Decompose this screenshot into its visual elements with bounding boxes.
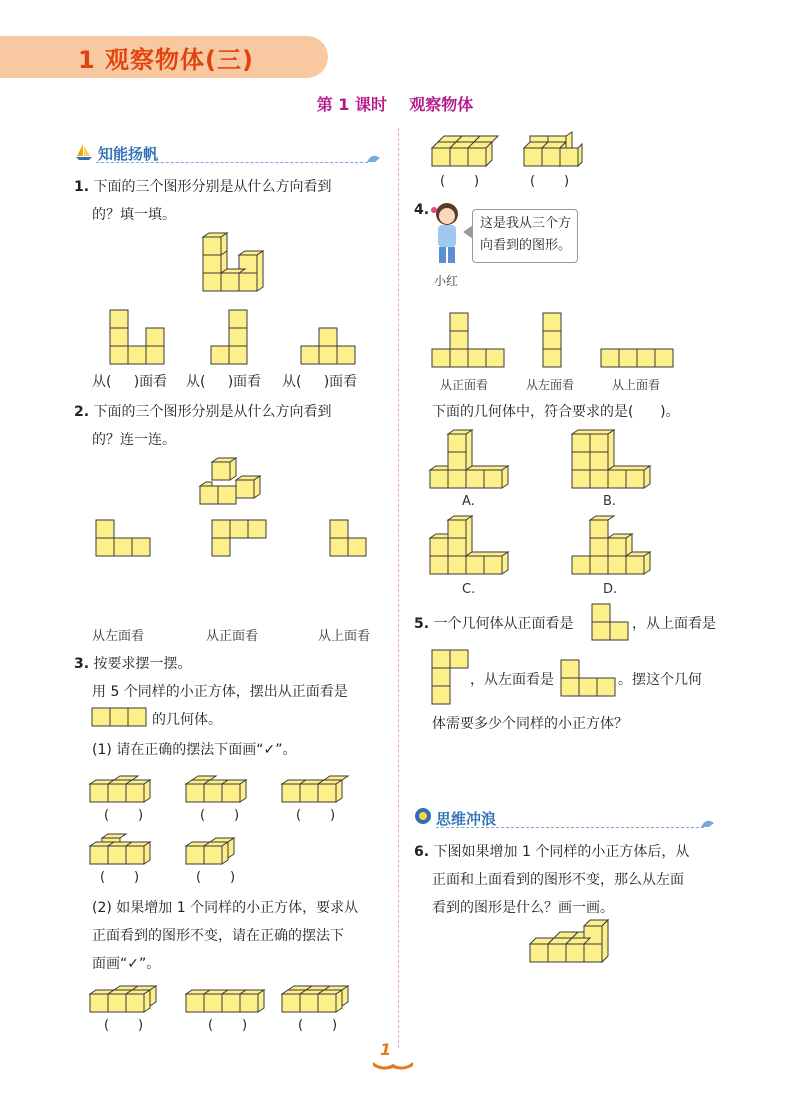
q3-part2-line2: 正面看到的图形不变，请在正确的摆法下 [92, 928, 344, 944]
q1-view-middle [211, 310, 251, 364]
q5-text-part1: 5. 一个几何体从正面看是 [414, 616, 574, 632]
q5-left-view [561, 660, 617, 698]
section-divider [96, 162, 368, 163]
q5-front-view [592, 604, 632, 644]
q4-option-d-figure[interactable] [572, 516, 656, 578]
q1-view-right [301, 328, 357, 364]
q1-line2: 的？填一填。 [92, 207, 176, 223]
q2-line2: 的？连一连。 [92, 432, 176, 448]
q3-line2: 用 5 个同样的小正方体，摆出从正面看是 [92, 684, 348, 700]
q2-label-left[interactable]: 从左面看 [92, 629, 145, 644]
q2-view-b [212, 520, 268, 558]
book-icon [372, 1058, 414, 1070]
q3-option-continued-1 [432, 136, 504, 172]
q3-option-1 [90, 772, 156, 806]
q3-line1: 3. 按要求摆一摆。 [74, 656, 192, 672]
q4-front-view [432, 313, 506, 369]
q3-line3: 的几何体。 [152, 712, 222, 728]
page-number: 1 [380, 1040, 392, 1059]
q3-answer-4[interactable]: ( ) [100, 870, 140, 885]
q3-part2-line3: 面画“✓”。 [92, 956, 161, 972]
q3-part1: (1) 请在正确的摆法下面画“✓”。 [92, 742, 297, 758]
sailboat-icon [74, 142, 94, 162]
q2-label-front[interactable]: 从正面看 [206, 629, 259, 644]
q6-line1: 6. 下图如果增加 1 个同样的小正方体后，从 [414, 844, 690, 860]
section-title-thinking: 思维冲浪 [436, 810, 497, 828]
q3-option-7 [186, 982, 276, 1016]
q5-text-part2: ，从上面看是 [632, 616, 716, 632]
wave-icon-2 [700, 815, 716, 829]
q1-view-left [110, 310, 166, 364]
q4-question[interactable]: 下面的几何体中，符合要求的是( )。 [432, 404, 680, 420]
section-divider-2 [436, 827, 704, 828]
q3-answer-8[interactable]: ( ) [298, 1018, 338, 1033]
q4-option-b-figure[interactable] [572, 430, 656, 492]
q5-text-part4: 。摆这个几何 [618, 672, 702, 688]
q2-line1: 2. 下面的三个图形分别是从什么方向看到 [74, 404, 332, 420]
q4-view-label-top: 从上面看 [612, 378, 661, 392]
q4-option-d-label[interactable]: D. [603, 582, 618, 597]
q4-option-b-label[interactable]: B. [603, 494, 617, 509]
q3-answer-continued-1[interactable]: ( ) [440, 174, 480, 189]
q3-option-2 [186, 772, 252, 806]
q6-solid-figure [530, 920, 620, 966]
q3-option-4 [90, 834, 156, 868]
brain-icon [414, 807, 432, 825]
q3-option-continued-2 [524, 136, 584, 172]
q5-top-view [432, 650, 470, 706]
q4-option-c-label[interactable]: C. [462, 582, 476, 597]
q1-solid-figure [203, 233, 267, 295]
q4-number: 4. [414, 202, 430, 218]
q3-option-6 [90, 982, 170, 1016]
q3-option-3 [282, 772, 348, 806]
q3-answer-3[interactable]: ( ) [296, 808, 336, 823]
q6-line2: 正面和上面看到的图形不变，那么从左面 [432, 872, 684, 888]
section-title-knowledge: 知能扬帆 [98, 145, 159, 163]
q5-text-part5: 体需要多少个同样的小正方体？ [432, 716, 628, 732]
q1-answer-2[interactable]: 从( )面看 [186, 374, 262, 390]
speech-line2: 向看到的图形。 [480, 238, 572, 253]
q4-view-label-left: 从左面看 [526, 378, 575, 392]
q3-answer-continued-2[interactable]: ( ) [530, 174, 570, 189]
q4-option-c-figure[interactable] [430, 516, 514, 578]
q5-text-part3: ，从左面看是 [470, 672, 554, 688]
q3-part2-line1: (2) 如果增加 1 个同样的小正方体，要求从 [92, 900, 359, 916]
q3-front-view [92, 708, 148, 728]
q2-view-a [96, 520, 152, 558]
q4-option-a-label[interactable]: A. [462, 494, 475, 509]
speech-line1: 这是我从三个方 [480, 216, 572, 231]
q1-answer-1[interactable]: 从( )面看 [92, 374, 168, 390]
q3-answer-1[interactable]: ( ) [104, 808, 144, 823]
q4-top-view [601, 349, 675, 369]
q2-solid-figure [200, 456, 272, 508]
q3-answer-6[interactable]: ( ) [104, 1018, 144, 1033]
q2-view-c [330, 520, 368, 558]
q6-line3: 看到的图形是什么？画一画。 [432, 900, 614, 916]
q3-option-8 [282, 982, 362, 1016]
q1-answer-3[interactable]: 从( )面看 [282, 374, 358, 390]
q4-view-label-front: 从正面看 [440, 378, 489, 392]
q3-answer-2[interactable]: ( ) [200, 808, 240, 823]
column-divider [398, 128, 399, 1048]
q1-line1: 1. 下面的三个图形分别是从什么方向看到 [74, 179, 332, 195]
q3-answer-7[interactable]: ( ) [208, 1018, 248, 1033]
girl-character-illustration [428, 200, 466, 270]
q4-left-view [543, 313, 563, 369]
q3-option-5 [186, 834, 252, 868]
lesson-title: 第 1 课时 观察物体 [316, 95, 474, 114]
q4-option-a-figure[interactable] [430, 430, 514, 492]
q3-answer-5[interactable]: ( ) [196, 870, 236, 885]
q2-label-top[interactable]: 从上面看 [318, 629, 371, 644]
character-name: 小红 [434, 274, 459, 288]
unit-title: 1 观察物体(三) [78, 46, 254, 74]
wave-icon [366, 150, 382, 164]
